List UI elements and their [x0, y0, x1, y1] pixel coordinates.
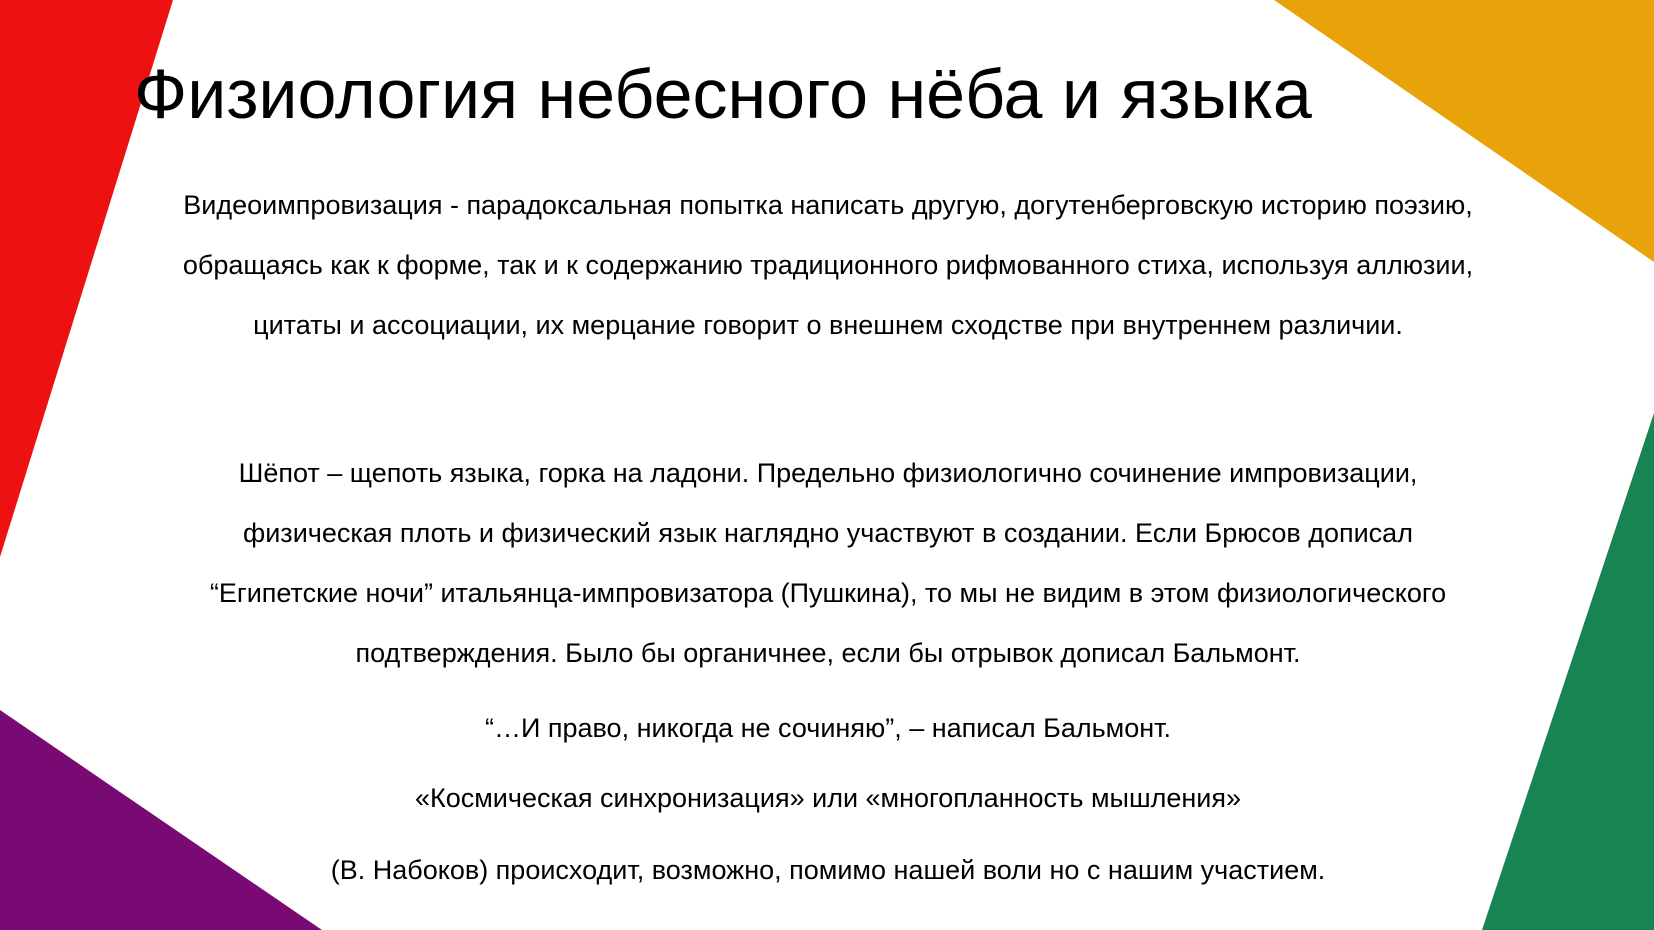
nabokov-line: (В. Набоков) происходит, возможно, помимо нашей воли но с нашим участием.	[330, 855, 1326, 885]
balmont-quote-line: “…И право, никогда не сочиняю”, – написал Бальмонт.	[484, 713, 1172, 743]
green-corner-shape	[1482, 413, 1654, 930]
slide-title: Физиология небесного нёба и языка	[134, 55, 1312, 133]
paragraph-videoimprovisation: Видеоимпровизация - парадоксальная попытка написать другую, догутенберговскую историю поэзию, обращаясь как к форме, так и к содержанию традиционного рифмованного стиха, используя аллюзии, цитаты и ассоциации, их мерцание говорит о внешнем сходстве при внутреннем различии.	[182, 190, 1474, 340]
cosmic-synchronization-line: «Космическая синхронизация» или «многопланность мышления»	[414, 783, 1242, 813]
paragraph-whisper: Шёпот – щепоть языка, горка на ладони. Предельно физиологично сочинение импровизации, физическая плоть и физический язык наглядно участвуют в создании. Если Брюсов дописал “Египетские ночи” итальянца-импровизатора (Пушкина), то мы не видим в этом физиологического подтверждения. Было бы органичнее, если бы отрывок дописал Бальмонт.	[209, 458, 1447, 668]
